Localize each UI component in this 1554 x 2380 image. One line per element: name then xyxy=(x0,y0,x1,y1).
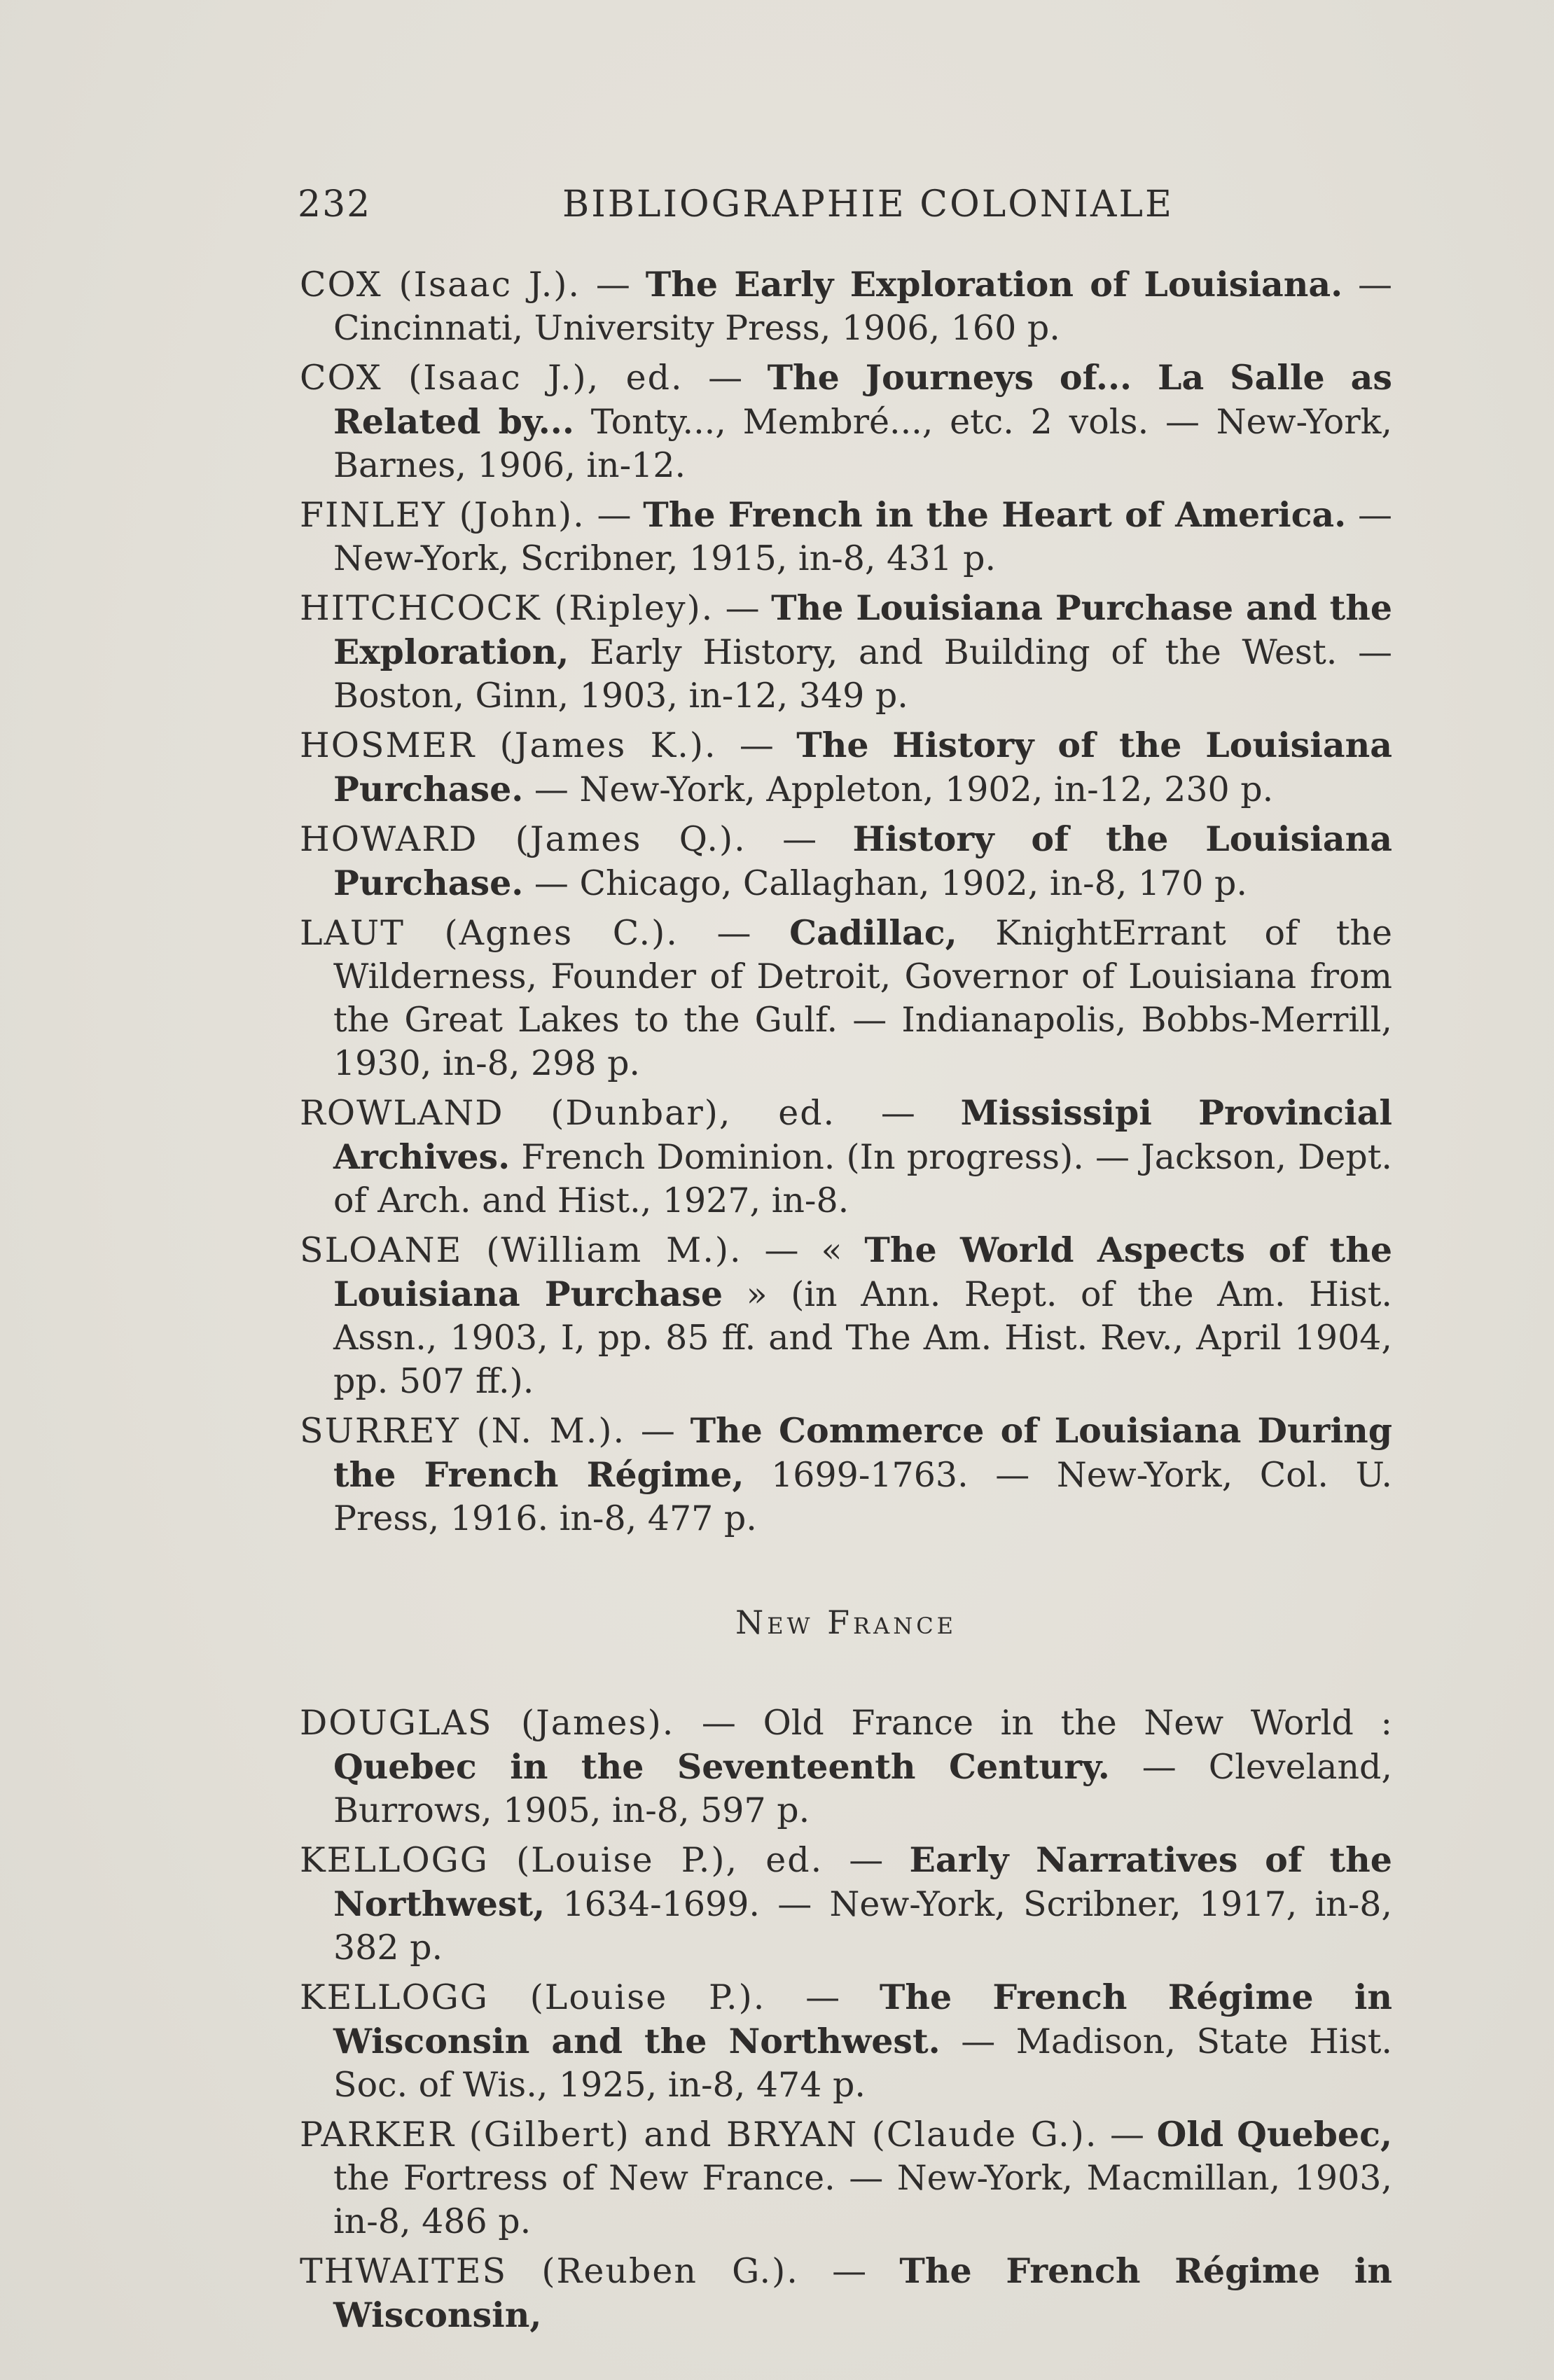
entry-author: HOSMER (James K.). xyxy=(300,725,717,765)
bibliography-entry xyxy=(300,1975,1392,2107)
running-header xyxy=(298,183,1390,232)
entry-separator: — xyxy=(1097,2115,1157,2155)
entry-separator: — xyxy=(581,265,646,305)
entry-title: The French Régime in Wisconsin and the Northwest. xyxy=(333,1977,1393,2061)
bibliography-entry xyxy=(300,1838,1392,1970)
entry-title: Early Narratives of the Northwest, xyxy=(333,1839,1392,1924)
bibliography-entry xyxy=(300,817,1392,905)
entry-details: — Chicago, Callaghan, 1902, in-8, 170 p. xyxy=(523,863,1247,903)
entry-author: ROWLAND (Dunbar), ed. xyxy=(300,1093,836,1133)
entry-author: LAUT (Agnes C.). xyxy=(300,913,679,953)
bibliography-entry xyxy=(300,2249,1392,2337)
section-heading: New France xyxy=(735,1603,957,1641)
bibliography-list xyxy=(300,263,1392,2343)
entry-author: HITCHCOCK (Ripley). xyxy=(300,588,714,628)
entry-details: — Cleveland, Burrows, 1905, in-8, 597 p. xyxy=(333,1747,1392,1830)
entry-separator: — xyxy=(716,725,797,765)
entry-details: Tonty..., Membré..., etc. 2 vols. — New-York, Barnes, 1906, in-12. xyxy=(333,402,1392,485)
entry-separator: — xyxy=(678,913,790,953)
entry-separator: — xyxy=(798,2251,900,2291)
entry-separator: — xyxy=(765,1977,880,2017)
entry-title: The Journeys of... La Salle as Related by... xyxy=(333,357,1393,442)
entry-title: The History of the Louisiana Purchase. xyxy=(333,725,1393,809)
entry-author: KELLOGG (Louise P.). xyxy=(300,1977,766,2017)
entry-details: — Madison, State Hist. Soc. of Wis., 1925, in-8, 474 p. xyxy=(333,2021,1392,2105)
entry-separator: — xyxy=(625,1411,691,1451)
bibliography-entry xyxy=(300,2113,1392,2243)
entry-title: Mississipi Provincial Archives. xyxy=(333,1092,1392,1177)
running-title: BIBLIOGRAPHIE COLONIALE xyxy=(562,183,1174,225)
entry-author: DOUGLAS (James). xyxy=(300,1703,675,1743)
entry-details: — New-York, Appleton, 1902, in-12, 230 p. xyxy=(523,770,1274,809)
bibliography-entry xyxy=(300,586,1392,718)
entry-separator: — xyxy=(714,588,772,628)
entry-author: THWAITES (Reuben G.). xyxy=(300,2251,799,2291)
bibliography-entry xyxy=(300,263,1392,350)
entry-title: The French in the Heart of America. xyxy=(643,494,1347,535)
entry-separator: — xyxy=(674,1703,763,1743)
entry-details: — New-York, Scribner, 1915, in-8, 431 p. xyxy=(333,495,1393,578)
entry-separator: — xyxy=(683,358,768,398)
entry-title: The Louisiana Purchase and the Exploration, xyxy=(333,587,1392,672)
entry-title: History of the Louisiana Purchase. xyxy=(333,819,1392,903)
entry-details: French Dominion. (In progress). — Jackson, Dept. of Arch. and Hist., 1927, in-8. xyxy=(333,1137,1392,1220)
entry-author: KELLOGG (Louise P.), ed. xyxy=(300,1840,824,1880)
bibliography-entry xyxy=(300,356,1392,487)
entry-separator: — xyxy=(585,495,644,535)
entry-details: — Cincinnati, University Press, 1906, 160 p. xyxy=(333,265,1393,348)
bibliography-entry xyxy=(300,493,1392,580)
entry-title: The French Régime in Wisconsin, xyxy=(333,2250,1393,2335)
entry-author: SURREY (N. M.). xyxy=(300,1411,626,1451)
entry-title: The Commerce of Louisiana During the French Régime, xyxy=(333,1410,1392,1495)
entry-author: FINLEY (John). xyxy=(300,495,585,535)
entry-author: COX (Isaac J.), ed. xyxy=(300,358,684,398)
entry-title: Cadillac, xyxy=(789,912,957,953)
entry-pretitle: Old France in the New World : xyxy=(763,1703,1392,1743)
entry-separator: — xyxy=(835,1093,961,1133)
entry-title: The Early Exploration of Louisiana. xyxy=(645,264,1343,305)
entry-separator: — xyxy=(746,819,853,859)
entry-details: the Fortress of New France. — New-York, Macmillan, 1903, in-8, 486 p. xyxy=(333,2158,1392,2241)
bibliography-entry xyxy=(300,723,1392,812)
entry-details: KnightErrant of the Wilderness, Founder of Detroit, Governor of Louisiana from the Great Lakes to the Gulf. — Indianapolis, Bobbs-Merrill, 1930, in-8, 298 p. xyxy=(333,913,1393,1083)
page-number: 232 xyxy=(298,183,372,225)
entry-author: PARKER (Gilbert) and BRYAN (Claude G.). xyxy=(300,2115,1098,2155)
entry-author: SLOANE (William M.). xyxy=(300,1230,742,1270)
bibliography-entry xyxy=(300,1702,1392,1832)
entry-separator: — xyxy=(823,1840,910,1880)
entry-separator: — « xyxy=(742,1230,865,1270)
entry-title: Old Quebec, xyxy=(1156,2114,1392,2155)
bibliography-entry xyxy=(300,1409,1392,1540)
entry-title: Quebec in the Seventeenth Century. xyxy=(333,1746,1110,1787)
entry-details: 1634-1699. — New-York, Scribner, 1917, in-8, 382 p. xyxy=(333,1884,1392,1968)
entry-author: COX (Isaac J.). xyxy=(300,265,581,305)
bibliography-entry xyxy=(300,1228,1392,1403)
entry-details: Early History, and Building of the West. — Boston, Ginn, 1903, in-12, 349 p. xyxy=(333,632,1392,716)
entry-details: 1699-1763. — New-York, Col. U. Press, 1916. in-8, 477 p. xyxy=(333,1455,1392,1538)
entry-details: » (in Ann. Rept. of the Am. Hist. Assn., 1903, I, pp. 85 ff. and The Am. Hist. Rev., April 1904, pp. 507 ff.). xyxy=(333,1274,1392,1401)
entry-title: The World Aspects of the Louisiana Purchase xyxy=(333,1230,1392,1314)
entry-author: HOWARD (James Q.). xyxy=(300,819,747,859)
bibliography-entry xyxy=(300,911,1392,1085)
bibliography-entry xyxy=(300,1091,1392,1223)
